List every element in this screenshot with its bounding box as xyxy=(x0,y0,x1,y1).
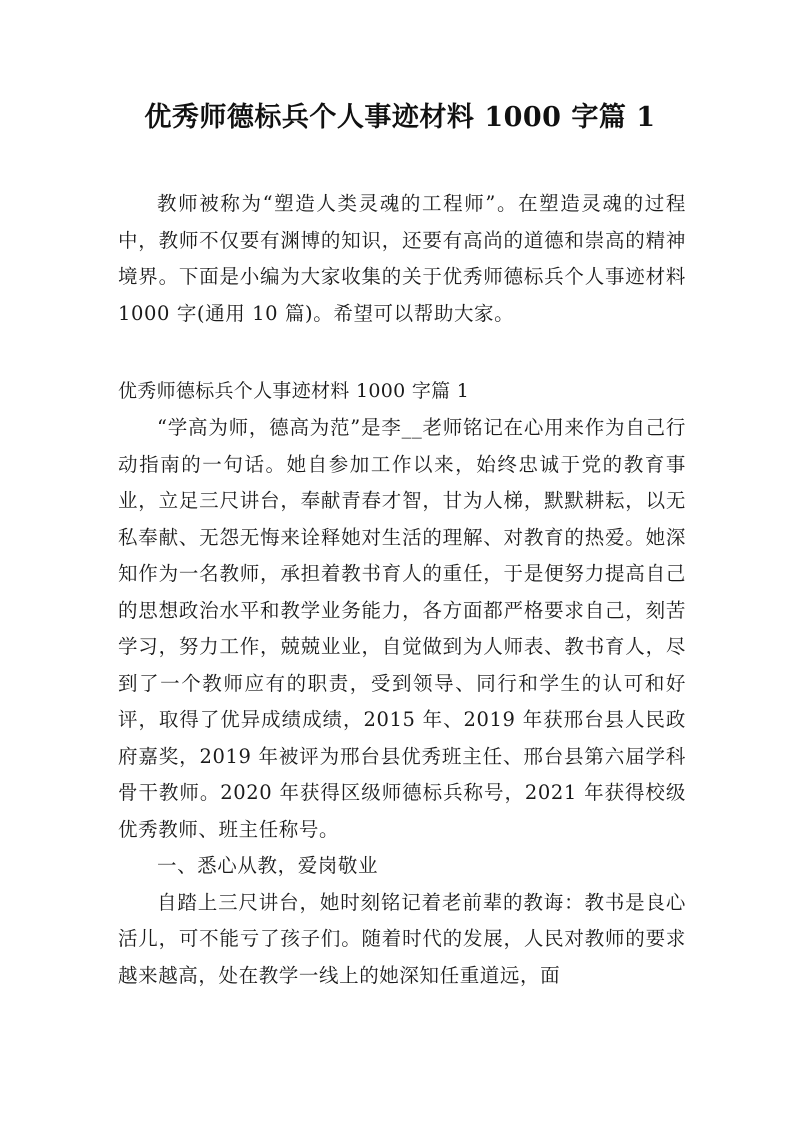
article-body xyxy=(118,410,686,994)
article-subheading-1: 一、悉心从教，爱岗敬业 xyxy=(157,854,379,877)
section-heading: 优秀师德标兵个人事迹材料 1000 字篇 1 xyxy=(118,380,470,402)
intro-paragraph: 教师被称为“塑造人类灵魂的工程师”。在塑造灵魂的过程中，教师不仅要有渊博的知识，还要有高尚的道德和崇高的精神境界。下面是小编为大家收集的关于优秀师德标兵个人事迹材料 1000 字(通用 10 篇)。希望可以帮助大家。 xyxy=(118,192,686,325)
article-paragraph-2: 自踏上三尺讲台，她时刻铭记着老前辈的教诲：教书是良心活儿，可不能亏了孩子们。随着时代的发展，人民对教师的要求越来越高，处在教学一线上的她深知任重道远，面 xyxy=(118,890,686,987)
article-paragraph-1: “学高为师，德高为范”是李__老师铭记在心用来作为自己行动指南的一句话。她自参加工作以来，始终忠诚于党的教育事业，立足三尺讲台，奉献青春才智，甘为人梯，默默耕耘，以无私奉献、无怨无悔来诠释她对生活的理解、对教育的热爱。她深知作为一名教师，承担着教书育人的重任，于是便努力提高自己的思想政治水平和教学业务能力，各方面都严格要求自己，刻苦学习，努力工作，兢兢业业，自觉做到为人师表、教书育人，尽到了一个教师应有的职责，受到领导、同行和学生的认可和好评，取得了优异成绩成绩，2015 年、2019 年获邢台县人民政府嘉奖，2019 年被评为邢台县优秀班主任、邢台县第六届学科骨干教师。2020 年获得区级师德标兵称号，2021 年获得校级优秀教师、班主任称号。 xyxy=(118,416,686,841)
document-title: 优秀师德标兵个人事迹材料 1000 字篇 1 xyxy=(144,102,656,133)
